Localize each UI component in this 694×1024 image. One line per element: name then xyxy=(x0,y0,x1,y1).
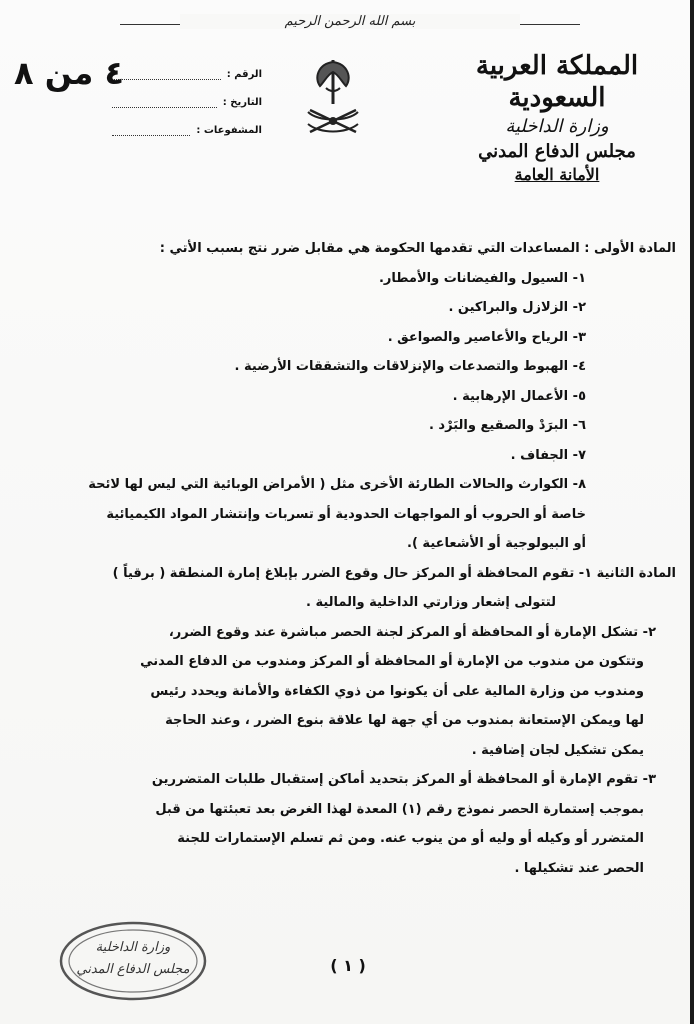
article2-p3-line4: الحصر عند تشكيلها . xyxy=(514,860,644,876)
org-ministry: وزارة الداخلية xyxy=(505,116,609,137)
article2-heading: المادة الثانية xyxy=(596,565,676,581)
page-edge xyxy=(690,0,694,1024)
attachments-label: المشفوعات : xyxy=(196,124,262,136)
article1-item-1: ١- السيول والفيضانات والأمطار. xyxy=(378,270,586,286)
date-dots xyxy=(112,97,217,108)
number-field xyxy=(112,60,262,88)
article1-intro: المساعدات التي تقدمها الحكومة هي مقابل ضرر نتج بسبب الأتي : xyxy=(159,241,580,256)
date-label: التاريخ : xyxy=(222,96,262,108)
stamp-line2: مجلس الدفاع المدني xyxy=(76,962,190,977)
article1-heading: المادة الأولى : xyxy=(584,241,676,256)
page-number: ( ١ ) xyxy=(330,956,366,975)
article1-item-6: ٦- البرَدْ والصقيع والبَرْد . xyxy=(428,418,586,433)
article2-p3-line2: بموجب إستمارة الحصر نموذج رقم (١) المعدة لهذا الغرض بعد تعبئتها من قبل xyxy=(155,801,644,817)
article1-item-8-cont1: خاصة أو الحروب أو المواجهات الحدودية أو تسربات وإنتشار المواد الكيميائية xyxy=(106,506,586,522)
article2-p2-line2: وتتكون من مندوب من الإمارة أو المحافظة أو المركز ومندوب من الدفاع المدني xyxy=(140,654,644,669)
number-dots xyxy=(112,69,221,80)
article2-p2-line5: يمكن تشكيل لجان إضافية . xyxy=(471,742,644,758)
attachments-dots xyxy=(112,125,190,136)
basmala: بسم الله الرحمن الرحيم xyxy=(180,14,520,29)
attachments-field xyxy=(112,116,262,144)
article1-item-3: ٣- الرياح والأعاصير والصواعق . xyxy=(387,329,586,345)
article1-item-4: ٤- الهبوط والتصدعات والإنزلاقات والتشققات الأرضية . xyxy=(234,359,586,374)
org-council: مجلس الدفاع المدني xyxy=(478,141,636,162)
article2-p2-line4: لها ويمكن الإستعانة بمندوب من أي جهة لها علاقة بنوع الضرر ، وعند الحاجة xyxy=(165,713,644,728)
letter-meta-fields xyxy=(112,60,262,144)
article2-p1-line2: لتتولى إشعار وزارتي الداخلية والمالية . xyxy=(306,595,556,610)
article2-p2-line1: ٢- تشكل الإمارة أو المحافظة أو المركز لجنة الحصر مباشرة عند وقوع الضرر، xyxy=(168,624,656,640)
stamp-border-icon xyxy=(56,918,210,1004)
article2-p2-line3: ومندوب من وزارة المالية على أن يكونوا من ذوي الكفاءة والأمانة ويحدد رئيس xyxy=(150,683,644,699)
article1-item-5: ٥- الأعمال الإرهابية . xyxy=(452,388,586,404)
ministry-stamp xyxy=(56,918,210,1004)
saudi-emblem-icon xyxy=(296,52,370,148)
article2-p1-line1: ١- تقوم المحافظة أو المركز حال وقوع الضرر بإبلاغ إمارة المنطقة ( برقياً ) xyxy=(112,565,593,581)
article1-intro-line xyxy=(28,234,676,264)
article1-item-8: ٨- الكوارث والحالات الطارئة الأخرى مثل ( الأمراض الوبائية التي ليس لها لائحة xyxy=(88,477,586,492)
stamp-line1: وزارة الداخلية xyxy=(95,940,171,955)
article1-item-7: ٧- الجفاف . xyxy=(510,447,586,463)
number-label: الرقم : xyxy=(226,68,262,80)
article1-item-2: ٢- الزلازل والبراكين . xyxy=(448,300,586,315)
org-kingdom: المملكة العربية السعودية xyxy=(475,51,639,113)
letterhead xyxy=(442,50,672,186)
org-secretariat: الأمانة العامة xyxy=(514,165,600,184)
article1-item-8-cont2: أو البيولوجية أو الأشعاعية ). xyxy=(407,536,586,551)
page-count: ٤ من ٨ xyxy=(14,54,124,92)
document-body xyxy=(28,234,676,883)
date-field xyxy=(112,88,262,116)
article2-p3-line1: ٣- تقوم الإمارة أو المحافظة أو المركز بتحديد أماكن إستقبال طلبات المتضررين xyxy=(151,772,656,787)
article2-first-line xyxy=(28,559,676,589)
article2-p3-line3: المتضرر أو وكيله أو وليه أو من ينوب عنه. ومن ثم تسلم الإستمارات للجنة xyxy=(177,831,644,846)
